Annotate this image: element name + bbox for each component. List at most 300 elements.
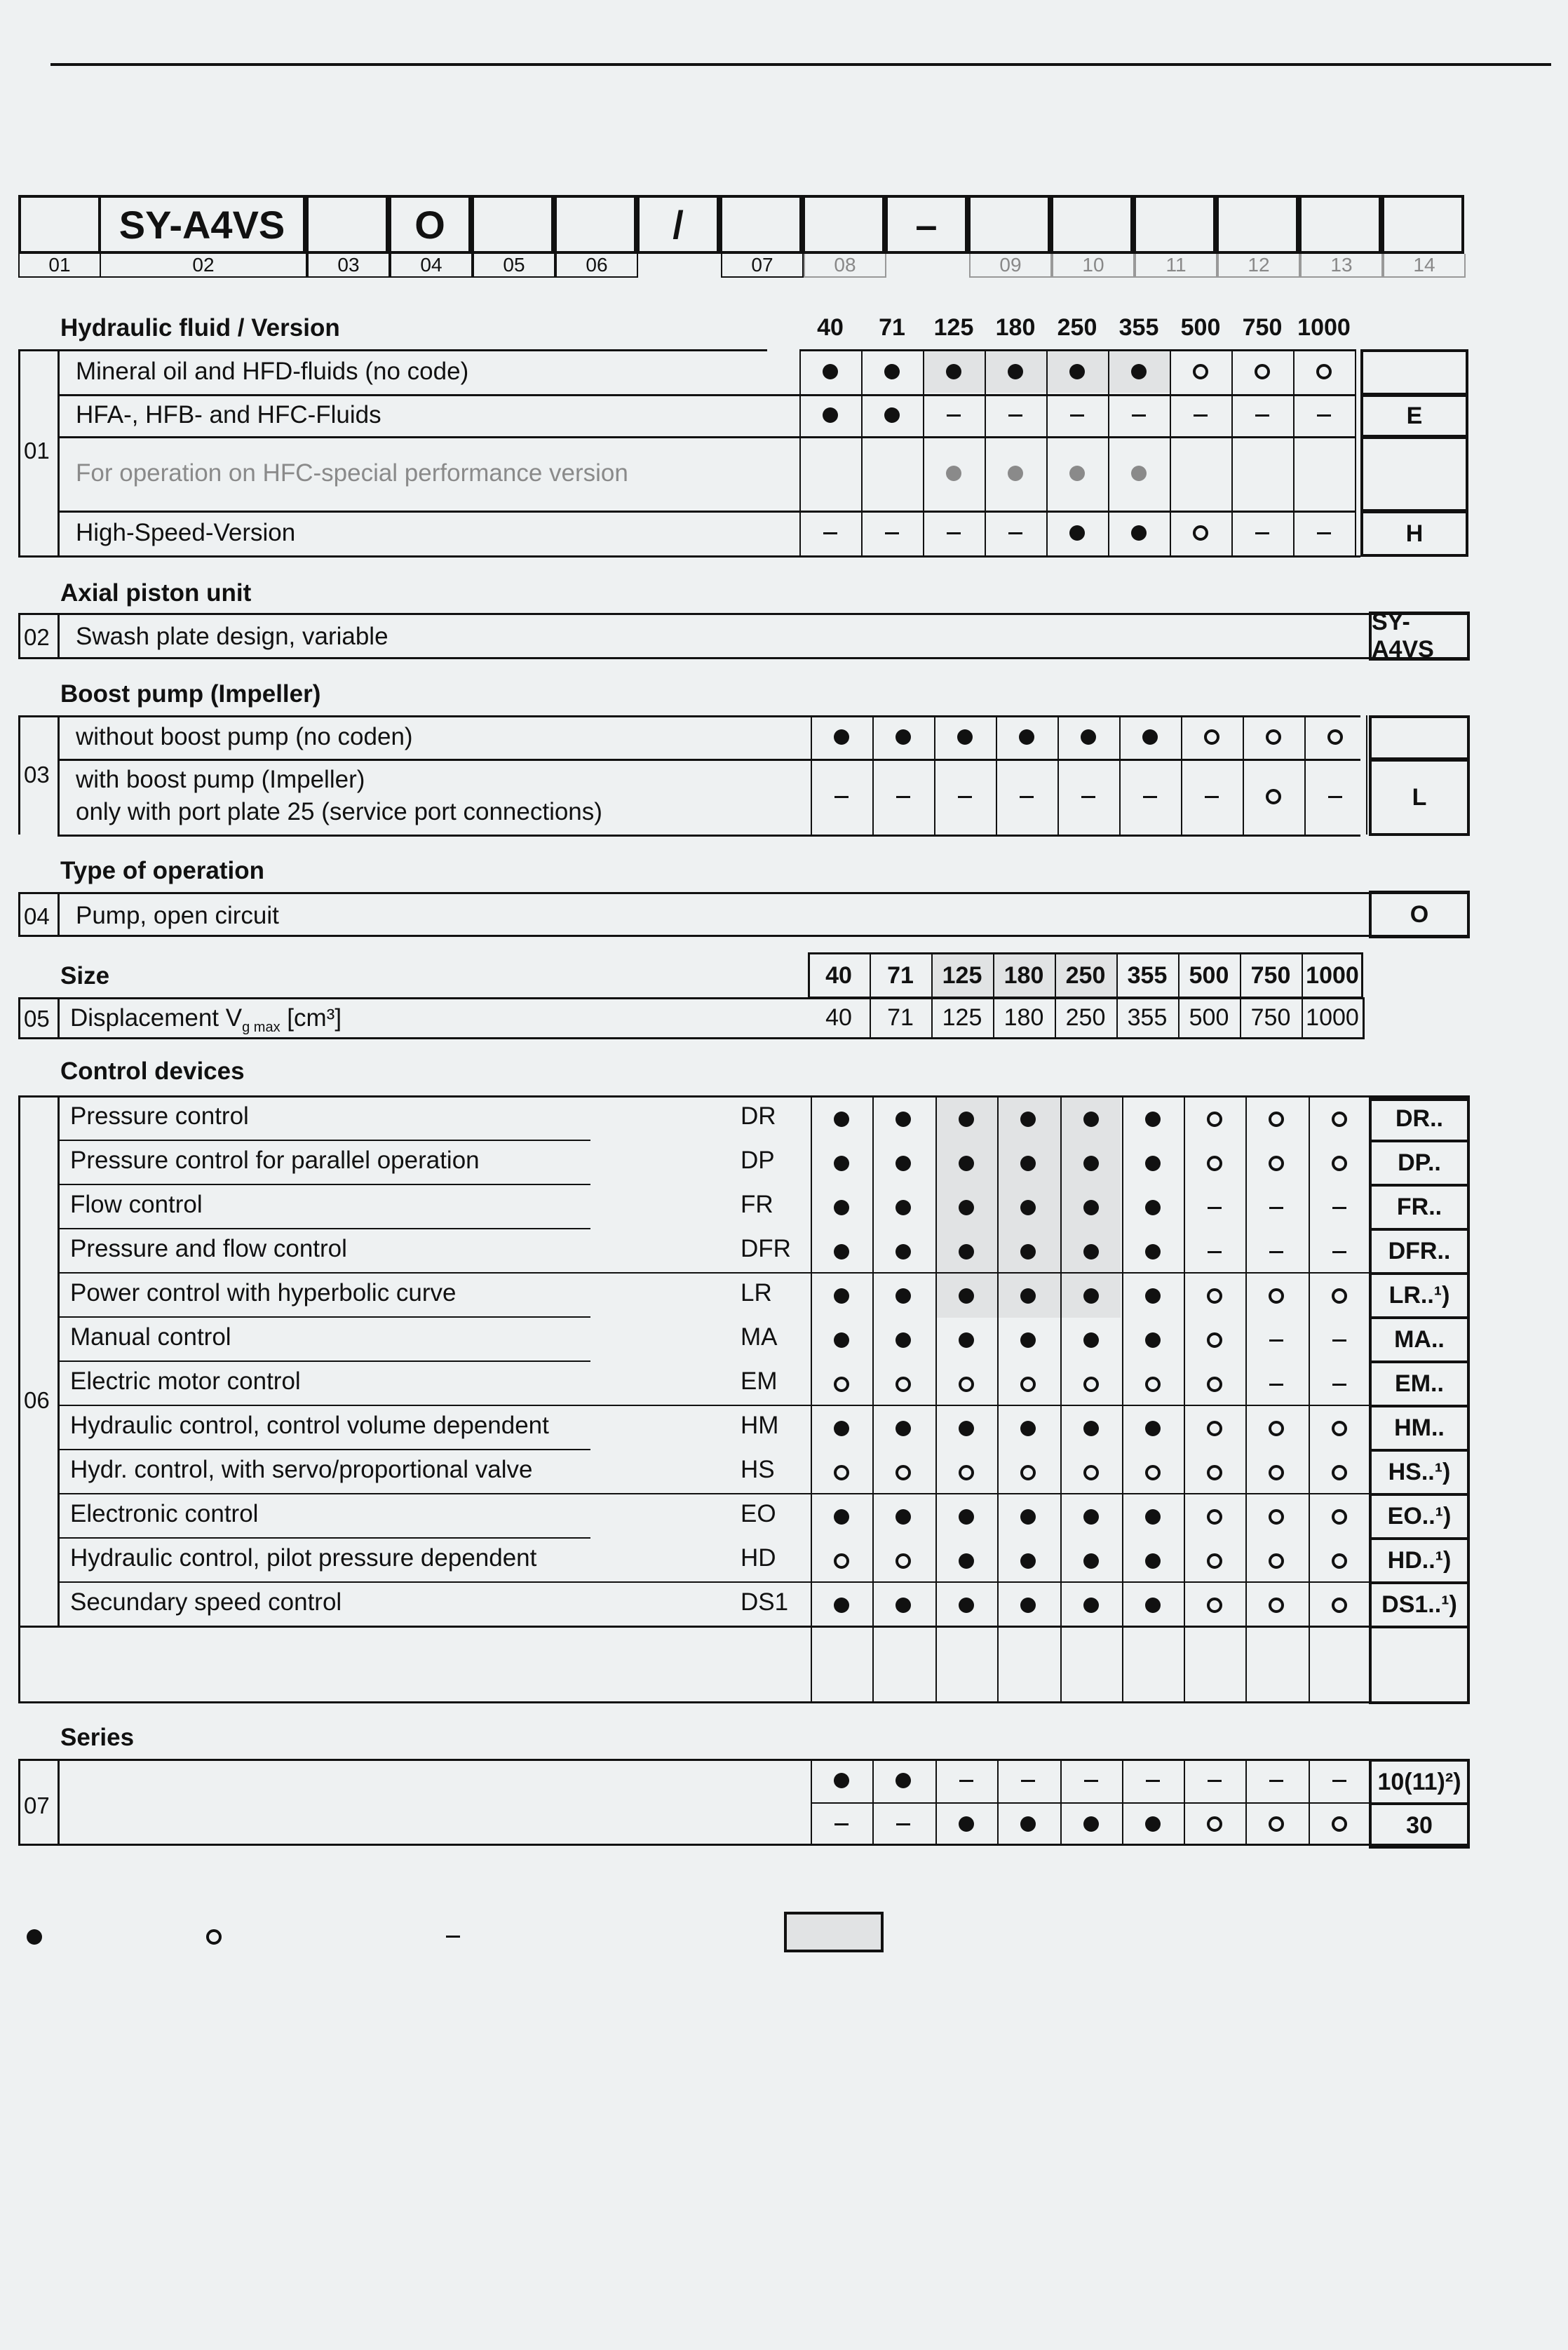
available-dot-icon [1083, 1112, 1099, 1127]
in-preparation-ring-icon [1332, 1112, 1347, 1127]
not-available-dash-icon [1021, 1780, 1035, 1782]
available-dot-icon [1083, 1244, 1099, 1260]
table-inner-rule [58, 349, 60, 555]
column-rule [1231, 436, 1233, 511]
available-dot-icon [1083, 1816, 1099, 1832]
available-dot-icon [1020, 1288, 1036, 1304]
code-cell [306, 195, 388, 254]
available-dot-icon [895, 1288, 911, 1304]
row-rule [58, 394, 1355, 396]
option-code-box: MA.. [1369, 1316, 1470, 1363]
available-dot-icon [823, 364, 838, 379]
column-rule [996, 759, 997, 835]
not-available-dash-icon [1132, 414, 1146, 417]
row-rule [58, 1405, 1369, 1406]
control-row-label: Pressure control [70, 1102, 249, 1130]
column-rule [811, 1759, 812, 1846]
control-row-label: Power control with hyperbolic curve [70, 1279, 457, 1306]
in-preparation-ring-icon [1207, 1816, 1222, 1832]
not-available-dash-icon [1269, 1207, 1283, 1209]
not-available-dash-icon [1269, 1384, 1283, 1386]
available-dot-icon [1020, 1509, 1036, 1525]
table-top-rule [799, 349, 1355, 351]
option-code-box: HD..¹) [1369, 1537, 1470, 1584]
size-column-header: 180 [995, 314, 1036, 341]
available-dot-icon [1142, 729, 1158, 745]
column-rule [923, 394, 924, 436]
not-available-dash-icon [1332, 1339, 1346, 1342]
column-rule [1060, 1095, 1062, 1701]
size-column-header: 500 [1180, 314, 1221, 341]
in-preparation-ring-icon [1207, 1156, 1222, 1171]
available-dot-icon [895, 729, 911, 745]
in-preparation-ring-icon [1207, 1288, 1222, 1304]
table-top-rule [18, 1095, 1470, 1098]
table-left-rule [18, 715, 20, 835]
available-dot-icon [1020, 1200, 1036, 1215]
displacement-value: 1000 [1306, 1004, 1359, 1031]
row-rule [58, 1449, 590, 1450]
available-dot-icon [1020, 1244, 1036, 1260]
available-dot-icon [1145, 1112, 1161, 1127]
control-row-abbreviation: EO [741, 1500, 776, 1527]
in-preparation-ring-icon [895, 1553, 911, 1569]
option-code-box [1369, 715, 1470, 760]
displacement-label [70, 1004, 342, 1036]
option-code-box: DFR.. [1369, 1228, 1470, 1275]
code-position-number: 02 [100, 254, 307, 278]
not-available-dash-icon [1255, 414, 1269, 417]
available-dot-icon [1020, 1156, 1036, 1171]
not-available-dash-icon [1317, 532, 1331, 534]
size-column-header: 355 [1118, 314, 1159, 341]
not-available-dash-icon [1317, 414, 1331, 417]
size-column-header: 71 [887, 962, 914, 989]
option-code-box: 10(11)²) [1369, 1759, 1470, 1805]
column-rule [1231, 511, 1233, 555]
boost-row-label: with boost pump (Impeller) [76, 766, 365, 793]
available-dot-icon [1083, 1288, 1099, 1304]
table-left-rule [18, 349, 20, 555]
code-cell [1050, 195, 1133, 254]
available-dot-icon [959, 1553, 974, 1569]
in-preparation-ring-icon [1207, 1509, 1222, 1525]
available-dot-icon [1083, 1156, 1099, 1171]
control-row-abbreviation: DR [741, 1102, 776, 1130]
column-rule [1231, 349, 1233, 394]
legend-not-available [446, 1922, 460, 1950]
available-dot-icon [1020, 1598, 1036, 1613]
column-rule [1245, 1095, 1247, 1701]
column-rule [1243, 759, 1244, 835]
available-dot-icon [1131, 364, 1147, 379]
option-code-box: 30 [1369, 1802, 1470, 1849]
table-bottom-rule [18, 1701, 1470, 1703]
row-rule [58, 511, 1355, 513]
column-rule [1108, 511, 1109, 555]
header-rule [50, 63, 1551, 66]
section-title-control-devices: Control devices [60, 1058, 245, 1085]
table-inner-rule [58, 1759, 60, 1846]
option-code-box: EM.. [1369, 1360, 1470, 1407]
column-rule [1119, 759, 1121, 835]
available-dot-icon [895, 1421, 911, 1436]
column-rule [934, 715, 935, 759]
column-rule [985, 349, 986, 394]
control-row-label: Hydr. control, with servo/proportional valve [70, 1456, 533, 1483]
code-cell [1216, 195, 1299, 254]
code-position-number: 06 [555, 254, 638, 278]
not-available-dash-icon [1208, 1251, 1222, 1253]
column-rule [1119, 715, 1121, 759]
not-available-dash-icon [885, 532, 899, 534]
code-position-number: 04 [390, 254, 473, 278]
in-preparation-ring-icon [1332, 1288, 1347, 1304]
column-rule [1046, 511, 1048, 555]
available-dot-icon [1145, 1244, 1161, 1260]
column-rule [811, 759, 812, 835]
column-rule [1057, 759, 1059, 835]
column-rule [1057, 715, 1059, 759]
in-preparation-ring-icon [1204, 729, 1219, 745]
column-rule [799, 436, 801, 511]
column-rule [1046, 394, 1048, 436]
control-row-abbreviation: DS1 [741, 1588, 789, 1616]
column-rule [872, 1095, 874, 1701]
size-column-header: 250 [1057, 314, 1097, 341]
size-column-header: 355 [1127, 962, 1168, 989]
table-inner-rule [58, 613, 60, 659]
dash-icon [446, 1936, 460, 1938]
code-position-number: 07 [721, 254, 804, 278]
available-dot-icon [1020, 1112, 1036, 1127]
legend-in-preparation [206, 1922, 222, 1950]
in-preparation-ring-icon [1207, 1553, 1222, 1569]
size-column-header: 180 [1003, 962, 1044, 989]
available-dot-icon [1145, 1156, 1161, 1171]
not-available-dash-icon [1008, 414, 1022, 417]
available-dot-icon [834, 1244, 849, 1260]
in-preparation-ring-icon [1269, 1598, 1284, 1613]
in-preparation-ring-icon [1145, 1377, 1161, 1392]
available-dot-icon [1083, 1553, 1099, 1569]
size-column-header: 40 [817, 314, 844, 341]
in-preparation-ring-icon [1207, 1112, 1222, 1127]
row-rule [58, 1228, 590, 1229]
column-rule [872, 759, 874, 835]
in-preparation-ring-icon [1269, 1553, 1284, 1569]
boost-row-label: without boost pump (no coden) [76, 723, 413, 750]
control-row-label: Electronic control [70, 1500, 259, 1527]
option-code-box: HM.. [1369, 1405, 1470, 1452]
available-dot-icon [895, 1509, 911, 1525]
in-preparation-ring-icon [1332, 1156, 1347, 1171]
code-cell: – [885, 195, 968, 254]
column-rule [799, 511, 801, 555]
option-code-box-empty [1360, 349, 1468, 396]
in-preparation-ring-icon [1269, 1816, 1284, 1832]
column-rule [861, 394, 863, 436]
row-rule [58, 1537, 590, 1539]
code-position-number: 13 [1300, 254, 1383, 278]
section-number: 04 [24, 903, 50, 929]
column-rule [985, 394, 986, 436]
size-column-header: 750 [1242, 314, 1283, 341]
in-preparation-ring-icon [1332, 1816, 1347, 1832]
not-available-dash-icon [947, 532, 961, 534]
available-dot-icon [1069, 364, 1085, 379]
not-available-dash-icon [823, 532, 837, 534]
table-inner-rule [58, 997, 60, 1039]
available-dot-icon [895, 1332, 911, 1348]
column-rule [1184, 1759, 1185, 1846]
section-title-series: Series [60, 1724, 135, 1751]
not-available-dash-icon [1081, 796, 1095, 798]
column-rule [1170, 394, 1171, 436]
available-dot-icon [1020, 1332, 1036, 1348]
table-inner-rule [58, 892, 60, 937]
column-rule [872, 715, 874, 759]
size-column-header: 71 [879, 314, 905, 341]
available-dot-icon [959, 1816, 974, 1832]
in-preparation-ring-icon [1020, 1377, 1036, 1392]
in-preparation-ring-icon [959, 1377, 974, 1392]
available-dot-icon [959, 1244, 974, 1260]
available-dot-icon [1083, 1332, 1099, 1348]
column-rule [861, 511, 863, 555]
section-title-size: Size [60, 962, 110, 990]
in-preparation-ring-icon [1269, 1465, 1284, 1480]
row-rule [58, 1272, 1369, 1274]
legend-available [27, 1922, 42, 1950]
column-rule [1355, 511, 1356, 555]
displacement-unit: [cm³] [280, 1004, 342, 1032]
column-rule [1309, 1095, 1310, 1701]
not-available-dash-icon [1020, 796, 1034, 798]
in-preparation-ring-icon [1083, 1465, 1099, 1480]
in-preparation-ring-icon [1269, 1288, 1284, 1304]
displacement-value: 355 [1127, 1004, 1168, 1031]
in-preparation-ring-icon [1269, 1421, 1284, 1436]
column-rule [985, 511, 986, 555]
column-rule [1108, 436, 1109, 511]
in-preparation-ring-icon [1332, 1509, 1347, 1525]
control-row-label: Electric motor control [70, 1368, 301, 1395]
row-rule [58, 835, 1360, 837]
column-rule [1184, 1095, 1185, 1701]
displacement-label-text: Displacement V [70, 1004, 243, 1032]
column-rule [1108, 349, 1109, 394]
column-rule [1293, 349, 1295, 394]
control-row-abbreviation: EM [741, 1368, 778, 1395]
control-row-label: Hydraulic control, control volume dependent [70, 1412, 549, 1439]
column-rule [1366, 715, 1367, 759]
row-rule [58, 436, 1355, 438]
control-row-label: Secundary speed control [70, 1588, 342, 1616]
size-column-header: 40 [825, 962, 852, 989]
code-cell [18, 195, 101, 254]
section-title-boost-pump: Boost pump (Impeller) [60, 680, 321, 708]
not-available-dash-icon [1332, 1780, 1346, 1782]
column-rule [1245, 1759, 1247, 1846]
available-dot-icon [1145, 1598, 1161, 1613]
not-available-dash-icon [1208, 1207, 1222, 1209]
column-rule [1366, 759, 1367, 835]
section-number: 03 [24, 762, 50, 788]
displacement-value: 125 [942, 1004, 982, 1031]
in-preparation-ring-icon [1332, 1553, 1347, 1569]
column-rule [861, 436, 863, 511]
option-code-box-empty [1369, 1626, 1470, 1704]
in-preparation-ring-icon [1083, 1377, 1099, 1392]
not-available-dash-icon [1194, 414, 1208, 417]
control-row-abbreviation: LR [741, 1279, 772, 1306]
available-dot-icon [1145, 1509, 1161, 1525]
available-dot-icon [1020, 1421, 1036, 1436]
column-rule [1243, 715, 1244, 759]
column-rule [1355, 436, 1356, 511]
not-available-dash-icon [958, 796, 972, 798]
fluid-row-label: HFA-, HFB- and HFC-Fluids [76, 401, 381, 428]
control-row-label: Pressure and flow control [70, 1235, 347, 1262]
in-preparation-ring-icon [1269, 1112, 1284, 1127]
not-available-dash-icon [1332, 1207, 1346, 1209]
available-dot-icon [884, 364, 900, 379]
column-rule [872, 1759, 874, 1846]
displacement-value: 180 [1003, 1004, 1044, 1031]
row-rule [58, 1140, 590, 1141]
in-preparation-ring-icon [1266, 789, 1281, 804]
control-row-label: Pressure control for parallel operation [70, 1147, 480, 1174]
size-column-header: 500 [1189, 962, 1229, 989]
axial-row-label: Swash plate design, variable [76, 623, 388, 650]
available-dot-icon [959, 1200, 974, 1215]
column-rule [1170, 349, 1171, 394]
available-dot-icon [1083, 1598, 1099, 1613]
section-title-hydraulic-fluid: Hydraulic fluid / Version [60, 314, 340, 342]
column-rule [1122, 1095, 1123, 1701]
in-preparation-ring-icon [1266, 729, 1281, 745]
column-rule [799, 349, 801, 394]
table-inner-rule [58, 715, 60, 835]
fluid-row-label: High-Speed-Version [76, 519, 296, 546]
available-dot-icon [895, 1200, 911, 1215]
code-position-number: 12 [1217, 254, 1300, 278]
available-dot-icon [959, 1332, 974, 1348]
column-rule [923, 349, 924, 394]
available-dot-icon [895, 1244, 911, 1260]
available-dot-icon [834, 729, 849, 745]
section-number: 07 [24, 1792, 50, 1818]
row-rule [58, 1493, 1369, 1494]
column-rule [1304, 759, 1306, 835]
displacement-subscript: g max [242, 1020, 281, 1035]
in-preparation-ring-icon [1193, 525, 1208, 541]
control-row-abbreviation: DP [741, 1147, 775, 1174]
code-cell [1381, 195, 1464, 254]
available-dot-icon [1081, 729, 1096, 745]
not-available-dash-icon [1269, 1251, 1283, 1253]
table-left-rule [18, 1095, 20, 1701]
available-dot-icon [895, 1598, 911, 1613]
not-available-dash-icon [1070, 414, 1084, 417]
section-number: 05 [24, 1006, 50, 1032]
in-preparation-ring-icon [959, 1465, 974, 1480]
available-dot-icon [1020, 1816, 1036, 1832]
available-dot-icon [946, 364, 961, 379]
column-rule [861, 349, 863, 394]
column-rule [934, 759, 935, 835]
column-rule [997, 1095, 999, 1701]
option-code-box: H [1360, 511, 1468, 557]
column-rule [799, 394, 801, 436]
in-preparation-ring-icon [1332, 1421, 1347, 1436]
in-preparation-ring-icon [1207, 1421, 1222, 1436]
column-rule [923, 436, 924, 511]
operation-row-label: Pump, open circuit [76, 902, 279, 929]
control-row-label: Flow control [70, 1191, 203, 1218]
in-preparation-ring-icon [1020, 1465, 1036, 1480]
special-dot-icon [1131, 466, 1147, 481]
size-column-header: 1000 [1297, 314, 1351, 341]
column-rule [1231, 394, 1233, 436]
column-rule [811, 1095, 812, 1701]
row-rule [58, 1184, 590, 1185]
not-available-dash-icon [1208, 1780, 1222, 1782]
table-top-rule [18, 349, 767, 351]
size-column-header: 125 [933, 314, 974, 341]
available-dot-icon [1145, 1200, 1161, 1215]
column-rule [811, 715, 812, 759]
in-preparation-ring-icon [1316, 364, 1332, 379]
available-dot-icon [834, 1156, 849, 1171]
column-rule [1181, 759, 1182, 835]
column-rule [997, 1759, 999, 1846]
code-position-number: 11 [1135, 254, 1217, 278]
available-dot-icon [957, 729, 973, 745]
in-preparation-ring-icon [1327, 729, 1343, 745]
option-code-box: DS1..¹) [1369, 1581, 1470, 1628]
option-code-box: EO..¹) [1369, 1493, 1470, 1540]
available-dot-icon [959, 1598, 974, 1613]
special-dot-icon [1069, 466, 1085, 481]
option-code-box: HS..¹) [1369, 1449, 1470, 1496]
control-row-abbreviation: FR [741, 1191, 773, 1218]
available-dot-icon [959, 1156, 974, 1171]
option-code-box: L [1369, 759, 1470, 836]
option-code-box: DP.. [1369, 1140, 1470, 1187]
not-available-dash-icon [1269, 1780, 1283, 1782]
in-preparation-ring-icon [834, 1377, 849, 1392]
fluid-row-label: For operation on HFC-special performance version [76, 459, 628, 487]
code-cell [1299, 195, 1381, 254]
column-rule [1046, 349, 1048, 394]
ring-icon [206, 1929, 222, 1945]
available-dot-icon [1145, 1553, 1161, 1569]
available-dot-icon [895, 1112, 911, 1127]
column-rule [1170, 436, 1171, 511]
section-number: 02 [24, 624, 50, 650]
in-preparation-ring-icon [1207, 1465, 1222, 1480]
column-rule [1060, 1759, 1062, 1846]
available-dot-icon [1020, 1553, 1036, 1569]
in-preparation-ring-icon [834, 1553, 849, 1569]
control-row-abbreviation: HS [741, 1456, 775, 1483]
available-dot-icon [834, 1112, 849, 1127]
available-dot-icon [959, 1421, 974, 1436]
available-dot-icon [1019, 729, 1034, 745]
available-dot-icon [834, 1773, 849, 1788]
